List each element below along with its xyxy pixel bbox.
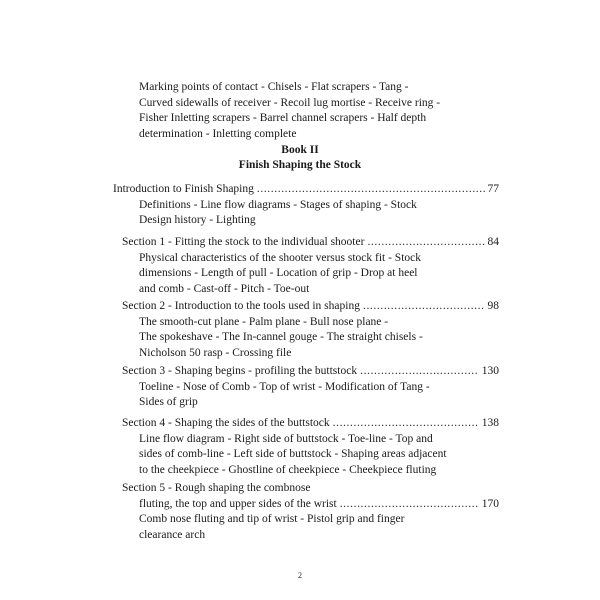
toc-entry-page: 170 (481, 497, 499, 510)
continued-line: determination - Inletting complete (139, 127, 297, 140)
toc-entry-heading-row (113, 182, 499, 198)
toc-entry-page: 84 (487, 236, 499, 248)
toc-entry-section-4 (113, 416, 499, 478)
toc-entry-title: Section 1 - Fitting the stock to the individual shooter (122, 236, 365, 248)
toc-entry-section-5 (113, 481, 499, 543)
toc-entry-page: 77 (487, 183, 499, 195)
toc-entry-description: and comb - Cast-off - Pitch - Toe-out (139, 282, 310, 295)
dot-leader (360, 364, 479, 380)
book-subtitle: Finish Shaping the Stock (238, 159, 362, 171)
continued-line: Fisher Inletting scrapers - Barrel channel scrapers - Half depth (139, 112, 427, 124)
toc-entry-description: Physical characteristics of the shooter versus stock fit - Stock (139, 251, 421, 264)
toc-entry-description: to the cheekpiece - Ghostline of cheekpiece - Cheekpiece fluting (139, 463, 437, 476)
continued-line: Marking points of contact - Chisels - Flat scrapers - Tang - (139, 81, 409, 93)
toc-entry-description: Nicholson 50 rasp - Crossing file (139, 346, 292, 359)
toc-entry-heading-row (113, 416, 499, 432)
toc-entry-description: dimensions - Length of pull - Location of grip - Drop at heel (139, 267, 418, 279)
toc-entry-title: Introduction to Finish Shaping (113, 183, 254, 195)
toc-entry-title: Section 3 - Shaping begins - profiling the buttstock (122, 365, 358, 377)
dot-leader (340, 497, 479, 513)
toc-entry-title: Section 4 - Shaping the sides of the buttstock (122, 417, 330, 429)
toc-entry-heading-row (113, 497, 499, 513)
toc-entry-section-1 (113, 235, 499, 297)
toc-entry-description: clearance arch (139, 528, 206, 541)
toc-entry-heading-row (113, 235, 499, 251)
toc-entry-introduction (113, 182, 499, 229)
book-title: Book II (281, 144, 319, 156)
toc-entry-section-3 (113, 364, 499, 411)
continued-entry (139, 80, 469, 142)
toc-entry-page: 98 (487, 300, 499, 312)
toc-entry-description: The spokeshave - The In-cannel gouge - The straight chisels - (139, 331, 423, 343)
toc-entry-title: Section 5 - Rough shaping the combnose (122, 482, 311, 494)
toc-entry-description: Definitions - Line flow diagrams - Stages of shaping - Stock (139, 198, 417, 211)
dot-leader (367, 235, 484, 251)
toc-entry-title-continued: fluting, the top and upper sides of the wrist (139, 497, 337, 510)
toc-entry-heading-row (113, 299, 499, 315)
page-number: 2 (298, 571, 302, 580)
toc-entry-description: Toeline - Nose of Comb - Top of wrist - Modification of Tang - (139, 380, 430, 393)
dot-leader (363, 299, 485, 315)
toc-entry-page: 130 (481, 365, 499, 377)
toc-entry-page: 138 (481, 417, 499, 429)
toc-entry-description: Design history - Lighting (139, 214, 256, 226)
toc-entry-description: The smooth-cut plane - Palm plane - Bull nose plane - (139, 315, 389, 328)
toc-entry-description: Comb nose fluting and tip of wrist - Pistol grip and finger (139, 513, 405, 525)
toc-entry-description: sides of comb-line - Left side of buttstock - Shaping areas adjacent (139, 448, 447, 460)
dot-leader (257, 182, 485, 198)
dot-leader (333, 416, 479, 432)
toc-entry-heading-row (113, 364, 499, 380)
toc-entry-section-2 (113, 299, 499, 361)
toc-entry-description: Sides of grip (139, 396, 198, 408)
toc-entry-description: Line flow diagram - Right side of buttstock - Toe-line - Top and (139, 432, 433, 445)
continued-line: Curved sidewalls of receiver - Recoil lug mortise - Receive ring - (139, 96, 441, 109)
toc-entry-title: Section 2 - Introduction to the tools used in shaping (122, 300, 360, 312)
